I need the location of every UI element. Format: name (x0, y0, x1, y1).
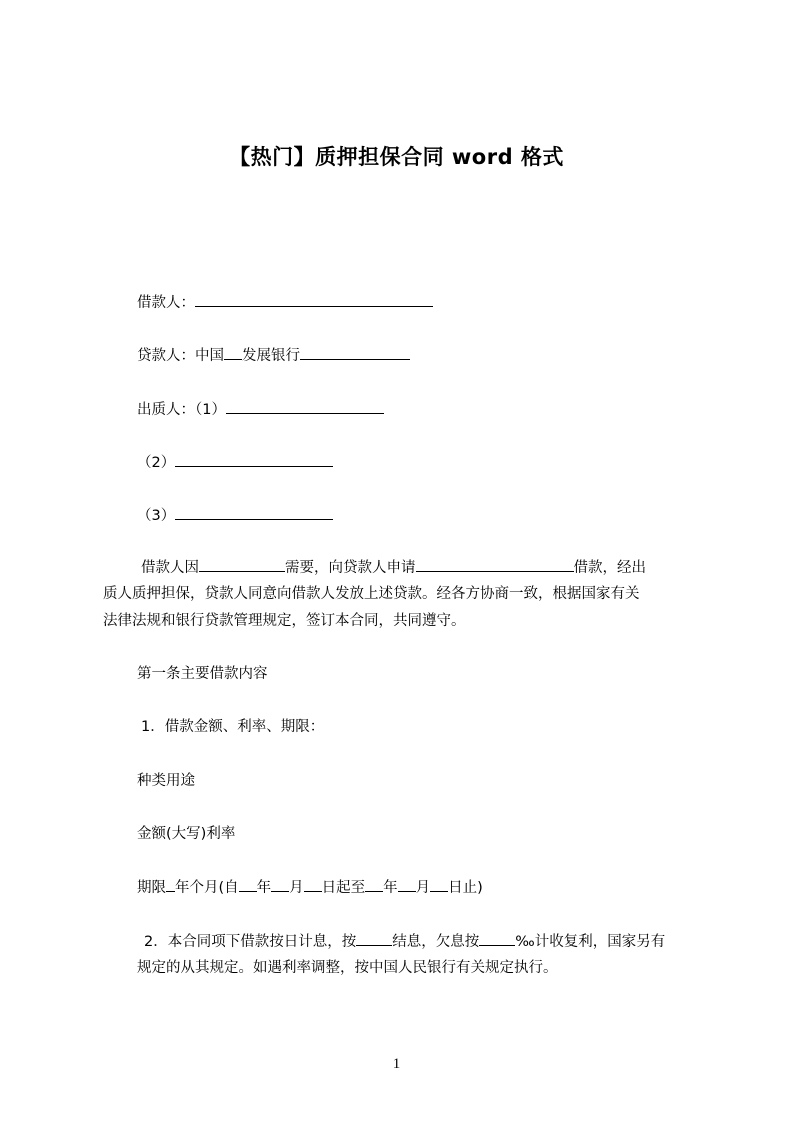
item-2-text-b: 结息，欠息按 (392, 934, 480, 950)
borrower-line (137, 292, 433, 313)
item-1: 1．借款金额、利率、期限： (141, 719, 325, 735)
amount-rate-line: 金额(大写)利率 (137, 826, 236, 842)
intro-line-1 (141, 557, 646, 578)
item-2-blank-1 (356, 931, 392, 946)
type-use-line: 种类用途 (137, 773, 195, 789)
pledgor-index-2: （2） (137, 455, 176, 471)
borrower-blank (195, 292, 433, 307)
term-text-h: 日止) (448, 880, 483, 896)
pledgor-blank-3 (175, 505, 333, 520)
pledgor-line-3 (137, 505, 333, 526)
term-text-b: 年个月(自 (175, 880, 239, 896)
item-2-blank-2 (479, 931, 515, 946)
item-2-line-2: 规定的从其规定。如遇利率调整，按中国人民银行有关规定执行。 (137, 960, 558, 976)
lender-line (137, 345, 410, 366)
term-blank-years (166, 877, 175, 892)
pledgor-line-1 (137, 399, 384, 420)
term-text-e: 日起至 (321, 880, 366, 896)
intro-amount-blank (416, 557, 574, 572)
term-line (137, 877, 483, 898)
pledgor-blank-1 (226, 399, 384, 414)
page-number: 1 (392, 1056, 401, 1072)
term-text-f: 年 (383, 880, 398, 896)
lender-branch-blank (224, 345, 242, 360)
pledgor-line-2 (137, 452, 333, 473)
pledgor-blank-2 (175, 452, 333, 467)
intro-purpose-blank (199, 557, 285, 572)
term-text-a: 期限 (137, 880, 166, 896)
term-blank-1 (239, 877, 257, 892)
term-text-g: 月 (415, 880, 431, 896)
item-2-text-a: 2．本合同项下借款按日计息，按 (144, 934, 357, 950)
pledgor-index-3: （3） (137, 508, 176, 524)
term-text-c: 年 (256, 880, 272, 896)
lender-bank-label: 发展银行 (242, 348, 300, 364)
lender-label: 贷款人：中国 (137, 348, 224, 364)
term-text-d: 月 (289, 880, 304, 896)
term-blank-3 (304, 877, 322, 892)
intro-text-c: 借款，经出 (573, 560, 646, 576)
term-blank-5 (398, 877, 416, 892)
intro-text-b: 需要，向贷款人申请 (285, 560, 416, 576)
document-title: 【热门】质押担保合同 word 格式 (229, 145, 564, 169)
term-blank-2 (271, 877, 289, 892)
intro-text-a: 借款人因 (141, 560, 199, 576)
intro-line-2: 质人质押担保，贷款人同意向借款人发放上述贷款。经各方协商一致，根据国家有关 (103, 586, 640, 602)
borrower-label: 借款人： (137, 295, 195, 311)
pledgor-label: 出质人：（1） (137, 402, 226, 418)
item-2-line-1 (144, 931, 665, 952)
intro-line-3: 法律法规和银行贷款管理规定，签订本合同，共同遵守。 (103, 613, 466, 629)
term-blank-4 (365, 877, 383, 892)
article-1-heading: 第一条主要借款内容 (137, 666, 268, 682)
lender-blank (300, 345, 410, 360)
term-blank-6 (430, 877, 448, 892)
item-2-text-c: ‰计收复利，国家另有 (515, 934, 666, 950)
